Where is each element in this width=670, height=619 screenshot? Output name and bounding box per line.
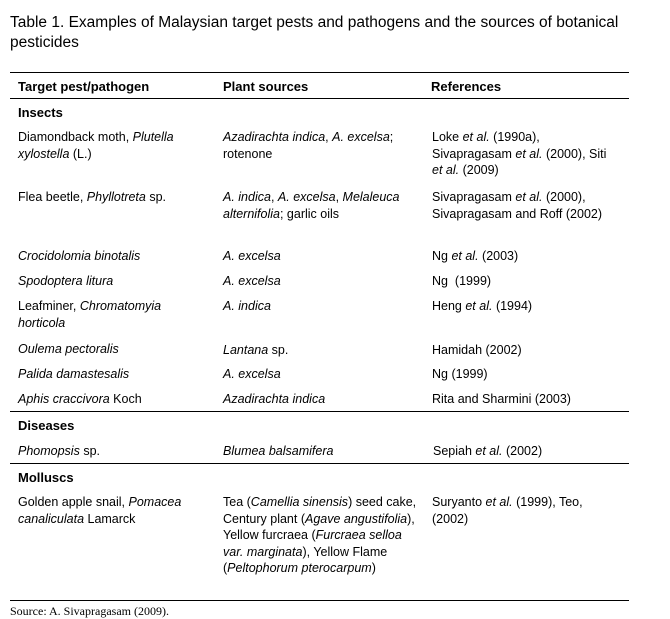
row-1-pest bbox=[18, 189, 208, 206]
row-8-pest bbox=[18, 443, 208, 460]
italic-run: A. indica bbox=[223, 190, 271, 204]
italic-run: Aphis craccivora bbox=[18, 392, 110, 406]
section-insects: Insects bbox=[18, 105, 63, 120]
header-refs: References bbox=[431, 79, 502, 94]
row-9-plant bbox=[223, 494, 419, 577]
text-run: ), Yellow Flame ( bbox=[223, 544, 388, 575]
row-9-pest bbox=[18, 494, 210, 527]
row-2-pest bbox=[18, 248, 208, 265]
row-8-refs bbox=[433, 443, 613, 460]
row-4-refs bbox=[432, 298, 612, 315]
row-0-pest bbox=[18, 129, 208, 162]
row-7-refs bbox=[432, 391, 622, 408]
italic-run: Melaleuca alternifolia bbox=[223, 190, 400, 221]
italic-run: et al. bbox=[515, 146, 543, 161]
table-caption: Table 1. Examples of Malaysian target pests and pathogens and the sources of botanical pesticides bbox=[10, 14, 619, 51]
text-run: Golden apple snail, bbox=[18, 495, 129, 509]
italic-run: A. excelsa bbox=[332, 130, 390, 144]
text-run: (2000), Sivapragasam and Roff (2002) bbox=[432, 190, 603, 221]
row-5-plant bbox=[223, 342, 421, 359]
row-7-plant bbox=[223, 391, 421, 408]
text-run: , bbox=[325, 130, 333, 144]
text-run: Ng bbox=[432, 249, 452, 263]
text-run: ) seed cake, Century plant ( bbox=[223, 495, 417, 526]
italic-run: et al. bbox=[475, 444, 503, 458]
row-4-pest bbox=[18, 298, 203, 331]
source-note: Source: A. Sivapragasam (2009). bbox=[10, 604, 169, 618]
row-3-plant bbox=[223, 273, 421, 290]
text-run: sp. bbox=[79, 444, 100, 458]
italic-run: A. excelsa bbox=[223, 249, 281, 263]
section-molluscs: Molluscs bbox=[18, 470, 74, 485]
text-run: Ng (1999) bbox=[432, 367, 488, 381]
text-run: (1994) bbox=[492, 299, 533, 313]
italic-run: Phomopsis bbox=[18, 444, 80, 458]
italic-run: et al. bbox=[451, 249, 479, 263]
text-run: Suryanto bbox=[432, 495, 486, 509]
text-run: , bbox=[335, 190, 343, 204]
italic-run: Plutella xylostella bbox=[18, 130, 174, 161]
text-run: ; garlic oils bbox=[279, 206, 340, 221]
text-run: Sepiah bbox=[433, 444, 476, 458]
text-run: , bbox=[270, 190, 278, 204]
italic-run: et al. bbox=[462, 130, 490, 144]
text-run: Ng (1999) bbox=[432, 274, 492, 288]
italic-run: A. excelsa bbox=[277, 190, 336, 204]
text-run: ) bbox=[371, 561, 376, 575]
italic-run: Lantana bbox=[223, 343, 269, 357]
row-7-pest bbox=[18, 391, 208, 408]
italic-run: Azadirachta indica bbox=[223, 392, 326, 406]
row-3-pest bbox=[18, 273, 208, 290]
row-1-refs bbox=[432, 189, 632, 222]
text-run: Sivapragasam bbox=[432, 190, 516, 204]
italic-run: Chromatomyia horticola bbox=[18, 299, 162, 330]
text-run: Lamarck bbox=[84, 511, 136, 526]
text-run: Diamondback moth, bbox=[18, 130, 133, 144]
italic-run: Oulema pectoralis bbox=[18, 342, 119, 356]
text-run: Rita and Sharmini (2003) bbox=[432, 392, 571, 406]
rule-top bbox=[10, 72, 629, 73]
text-run: ), Yellow furcraea ( bbox=[223, 511, 415, 542]
text-run: (2009) bbox=[459, 163, 499, 177]
row-3-refs bbox=[432, 273, 612, 290]
text-run: Koch bbox=[109, 392, 142, 406]
row-2-plant bbox=[223, 248, 421, 265]
italic-run: et al. bbox=[432, 163, 460, 177]
text-run: Heng bbox=[432, 299, 466, 313]
text-run: (2003) bbox=[478, 249, 519, 263]
italic-run: Palida damastesalis bbox=[18, 367, 130, 381]
section-diseases: Diseases bbox=[18, 418, 75, 433]
text-run: (2000), Siti bbox=[542, 146, 607, 161]
text-run: (1990a), Sivapragasam bbox=[432, 130, 540, 161]
italic-run: Agave angustifolia bbox=[304, 511, 408, 526]
row-0-refs bbox=[432, 129, 612, 179]
italic-run: A. excelsa bbox=[223, 274, 281, 288]
text-run: Hamidah (2002) bbox=[432, 343, 522, 357]
text-run: ; rotenone bbox=[223, 130, 394, 161]
rule-header bbox=[10, 98, 629, 99]
header-plant: Plant sources bbox=[223, 79, 309, 94]
row-6-refs bbox=[432, 366, 612, 383]
italic-run: Furcraea selloa var. marginata bbox=[223, 528, 402, 559]
italic-run: Camellia sinensis bbox=[250, 495, 349, 509]
text-run: Loke bbox=[432, 130, 463, 144]
italic-run: Phyllotreta bbox=[86, 190, 146, 204]
italic-run: A. excelsa bbox=[223, 367, 281, 381]
text-run: Leafminer, bbox=[18, 299, 80, 313]
text-run: Tea ( bbox=[223, 495, 251, 509]
italic-run: Peltophorum pterocarpum bbox=[227, 561, 372, 575]
row-2-refs bbox=[432, 248, 612, 265]
italic-run: Spodoptera litura bbox=[18, 274, 114, 288]
rule-diseases bbox=[10, 411, 629, 412]
rule-bottom bbox=[10, 600, 629, 601]
row-9-refs bbox=[432, 494, 617, 527]
italic-run: Blumea balsamifera bbox=[223, 444, 334, 458]
header-pest: Target pest/pathogen bbox=[18, 79, 150, 94]
text-run: (1999), Teo, (2002) bbox=[432, 495, 583, 526]
rule-molluscs bbox=[10, 463, 629, 464]
row-5-pest bbox=[18, 341, 208, 358]
row-8-plant bbox=[223, 443, 421, 460]
row-5-refs bbox=[432, 342, 612, 359]
text-run: (L.) bbox=[69, 146, 92, 161]
italic-run: A. indica bbox=[223, 299, 271, 313]
row-0-plant bbox=[223, 129, 421, 162]
row-6-pest bbox=[18, 366, 208, 383]
italic-run: Crocidolomia binotalis bbox=[18, 249, 141, 263]
text-run: (2002) bbox=[502, 444, 543, 458]
row-1-plant bbox=[223, 189, 403, 222]
italic-run: et al. bbox=[515, 190, 543, 204]
text-run: Flea beetle, bbox=[18, 190, 87, 204]
italic-run: et al. bbox=[465, 299, 493, 313]
italic-run: Azadirachta indica bbox=[223, 130, 326, 144]
text-run: sp. bbox=[145, 190, 167, 204]
italic-run: et al. bbox=[485, 495, 513, 509]
row-6-plant bbox=[223, 366, 421, 383]
italic-run: Pomacea canaliculata bbox=[18, 495, 182, 526]
row-4-plant bbox=[223, 298, 421, 315]
text-run: sp. bbox=[268, 343, 289, 357]
